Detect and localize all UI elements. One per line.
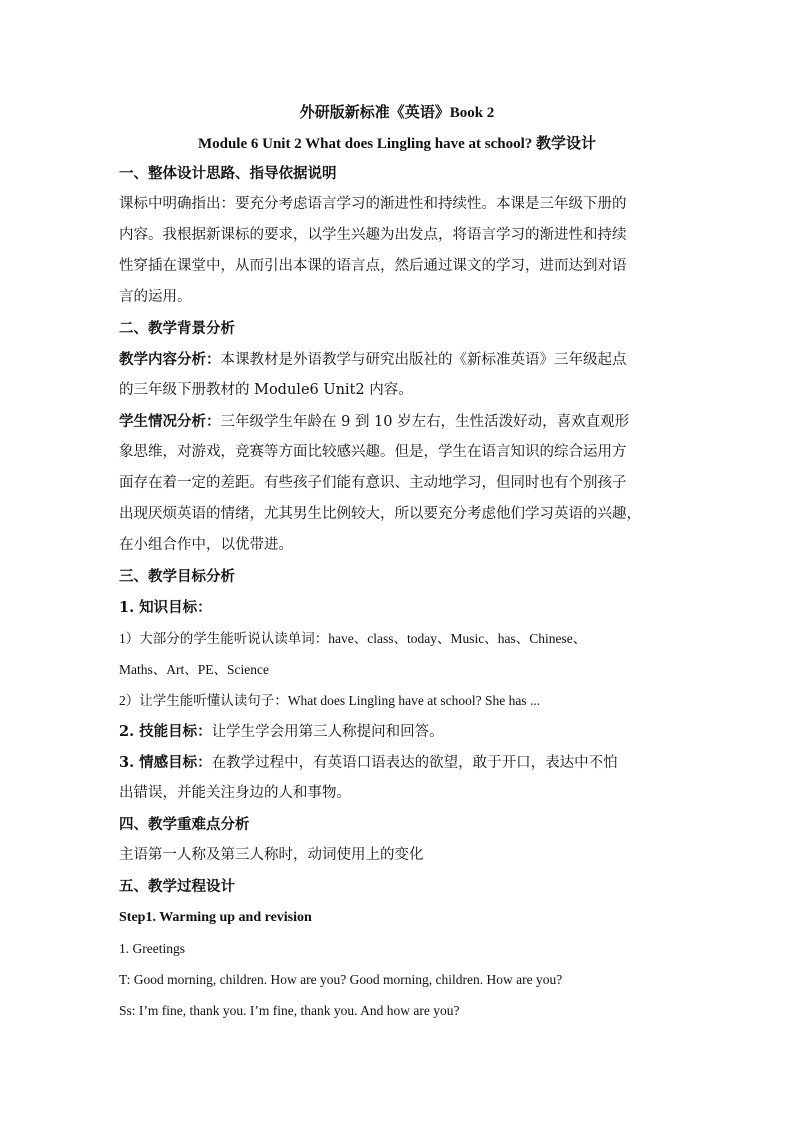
section-heading-3: 三、教学目标分析 bbox=[119, 568, 235, 585]
knowledge-goal-2: 2）让学生能听懂认读句子：What does Lingling have at school? She has ... bbox=[119, 693, 541, 708]
skill-goal-label: 2. 技能目标： bbox=[119, 723, 212, 740]
greetings-item: 1. Greetings bbox=[119, 941, 185, 956]
document-subtitle: Module 6 Unit 2 What does Lingling have at school? 教学设计 bbox=[197, 136, 597, 152]
paragraph-line bbox=[119, 411, 679, 442]
skill-goal-text: 让学生学会用第三人称提问和回答。 bbox=[211, 724, 444, 740]
paragraph-line: 的三年级下册教材的 Module6 Unit2 内容。 bbox=[119, 382, 413, 398]
paragraph-line bbox=[119, 349, 679, 380]
content-analysis-text: 本课教材是外语教学与研究出版社的《新标准英语》三年级起点 bbox=[220, 352, 627, 368]
knowledge-goal-1-cont: Maths、Art、PE、Science bbox=[119, 662, 269, 677]
student-analysis-text: 三年级学生年龄在 9 到 10 岁左右，生性活泼好动，喜欢直观形 bbox=[220, 414, 630, 430]
paragraph-line: 出现厌烦英语的情绪，尤其男生比例较大，所以要充分考虑他们学习英语的兴趣， bbox=[119, 506, 641, 522]
knowledge-goal-label: 1. 知识目标： bbox=[119, 599, 212, 616]
section-heading-1: 一、整体设计思路、指导依据说明 bbox=[119, 165, 337, 182]
section-heading-2: 二、教学背景分析 bbox=[119, 320, 235, 337]
dialogue-teacher: T: Good morning, children. How are you? Good morning, children. How are you? bbox=[119, 972, 563, 987]
paragraph-line: 象思维，对游戏，竞赛等方面比较感兴趣。但是，学生在语言知识的综合运用方 bbox=[119, 444, 627, 460]
paragraph-line: 内容。我根据新课标的要求，以学生兴趣为出发点，将语言学习的渐进性和持续 bbox=[119, 227, 627, 243]
section-heading-4: 四、教学重难点分析 bbox=[119, 816, 250, 833]
document-title: 外研版新标准《英语》Book 2 bbox=[299, 105, 495, 121]
paragraph-line: 主语第一人称及第三人称时，动词使用上的变化 bbox=[119, 847, 424, 863]
paragraph-line bbox=[119, 721, 679, 752]
paragraph-line: 课标中明确指出：要充分考虑语言学习的渐进性和持续性。本课是三年级下册的 bbox=[119, 196, 627, 212]
paragraph-line: 出错误，并能关注身边的人和事物。 bbox=[119, 785, 351, 801]
paragraph-line: 性穿插在课堂中，从而引出本课的语言点，然后通过课文的学习，进而达到对语 bbox=[119, 258, 627, 274]
content-analysis-label: 教学内容分析： bbox=[119, 351, 221, 368]
paragraph-line: 面存在着一定的差距。有些孩子们能有意识、主动地学习，但同时也有个别孩子 bbox=[119, 475, 627, 491]
paragraph-line: 在小组合作中，以优带进。 bbox=[119, 537, 293, 553]
dialogue-students: Ss: I’m fine, thank you. I’m fine, thank you. And how are you? bbox=[119, 1003, 460, 1018]
step-1-heading: Step1. Warming up and revision bbox=[119, 910, 312, 925]
paragraph-line: 言的运用。 bbox=[119, 289, 192, 305]
paragraph-line bbox=[119, 752, 679, 783]
knowledge-goal-1: 1）大部分的学生能听说认读单词：have、class、today、Music、has、Chinese、 bbox=[119, 631, 587, 646]
emotion-goal-text: 在教学过程中，有英语口语表达的欲望，敢于开口，表达中不怕 bbox=[211, 755, 618, 771]
student-analysis-label: 学生情况分析： bbox=[119, 413, 221, 430]
emotion-goal-label: 3. 情感目标： bbox=[119, 754, 212, 771]
document-body bbox=[119, 163, 679, 1031]
section-heading-5: 五、教学过程设计 bbox=[119, 878, 235, 895]
